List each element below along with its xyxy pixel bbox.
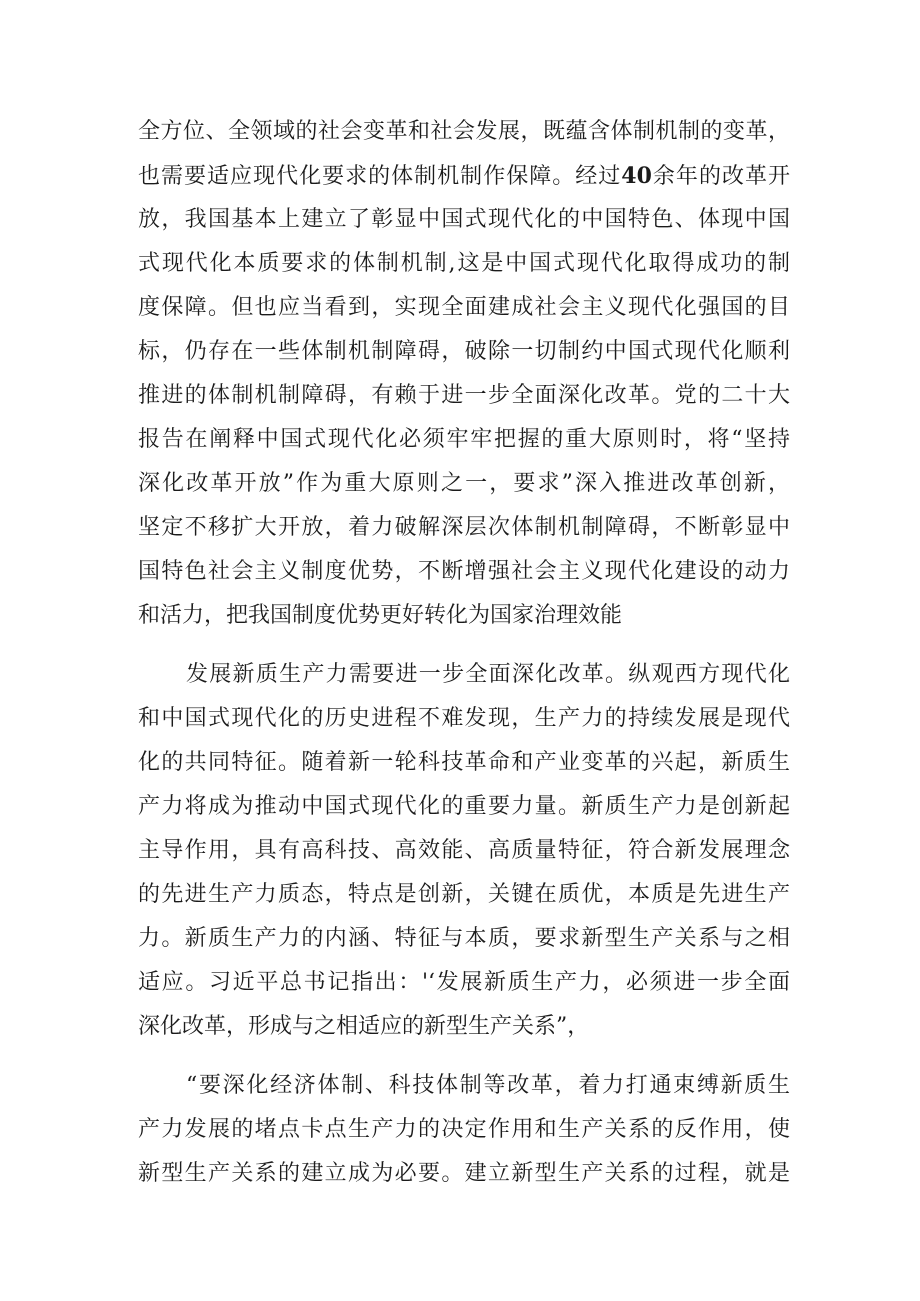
text-line: 适应。习近平总书记指出：'‘发展新质生产力，必须进一步全面 — [138, 970, 790, 995]
text-segment: 余年的改革开 — [651, 164, 790, 189]
text-line: 放，我国基本上建立了彰显中国式现代化的中国特色、体现中国 — [138, 207, 790, 232]
text-line: 国特色社会主义制度优势，不断增强社会主义现代化建设的动力 — [138, 559, 790, 584]
text-line: 式现代化本质要求的体制机制,这是中国式现代化取得成功的制 — [138, 251, 790, 276]
text-line: 新型生产关系的建立成为必要。建立新型生产关系的过程，就是 — [138, 1161, 790, 1186]
text-line: 产力将成为推动中国式现代化的重要力量。新质生产力是创新起 — [138, 794, 790, 819]
bold-text-segment: 40 — [621, 163, 652, 189]
text-line — [138, 154, 790, 198]
text-line: “要深化经济体制、科技体制等改革，着力打通束缚新质生 — [186, 1073, 790, 1098]
text-line: 主导作用，具有高科技、高效能、高质量特征，符合新发展理念 — [138, 838, 790, 863]
paragraph — [138, 1064, 790, 1196]
text-line: 化的共同特征。随着新一轮科技革命和产业变革的兴起，新质生 — [138, 750, 790, 775]
text-line: 推进的体制机制障碍，有赖于进一步全面深化改革。党的二十大 — [138, 383, 790, 408]
paragraph — [138, 110, 790, 638]
text-segment: 也需要适应现代化要求的体制机制作保障。经过 — [138, 164, 622, 189]
text-line: 度保障。但也应当看到，实现全面建成社会主义现代化强国的目 — [138, 295, 790, 320]
text-line: 产力发展的堵点卡点生产力的决定作用和生产关系的反作用，使 — [138, 1117, 790, 1142]
text-line: 全方位、全领域的社会变革和社会发展，既蕴含体制机制的变革， — [138, 119, 790, 144]
text-line: 发展新质生产力需要进一步全面深化改革。纵观西方现代化 — [186, 662, 790, 687]
text-line: 深化改革开放”作为重大原则之一，要求”深入推进改革创新， — [138, 471, 790, 496]
text-line: 和中国式现代化的历史进程不难发现，生产力的持续发展是现代 — [138, 706, 790, 731]
text-line: 力。新质生产力的内涵、特征与本质，要求新型生产关系与之相 — [138, 926, 790, 951]
text-line: 坚定不移扩大开放，着力破解深层次体制机制障碍，不断彰显中 — [138, 515, 790, 540]
text-line: 标，仍存在一些体制机制障碍，破除一切制约中国式现代化顺利 — [138, 339, 790, 364]
text-line: 深化改革，形成与之相适应的新型生产关系”， — [138, 1014, 590, 1039]
document-body — [138, 110, 790, 1211]
text-line: 的先进生产力质态，特点是创新，关键在质优，本质是先进生产 — [138, 882, 790, 907]
text-line: 报告在阐释中国式现代化必须牢牢把握的重大原则时，将“坚持 — [138, 427, 790, 452]
text-line: 和活力，把我国制度优势更好转化为国家治理效能 — [138, 603, 623, 628]
paragraph — [138, 653, 790, 1049]
